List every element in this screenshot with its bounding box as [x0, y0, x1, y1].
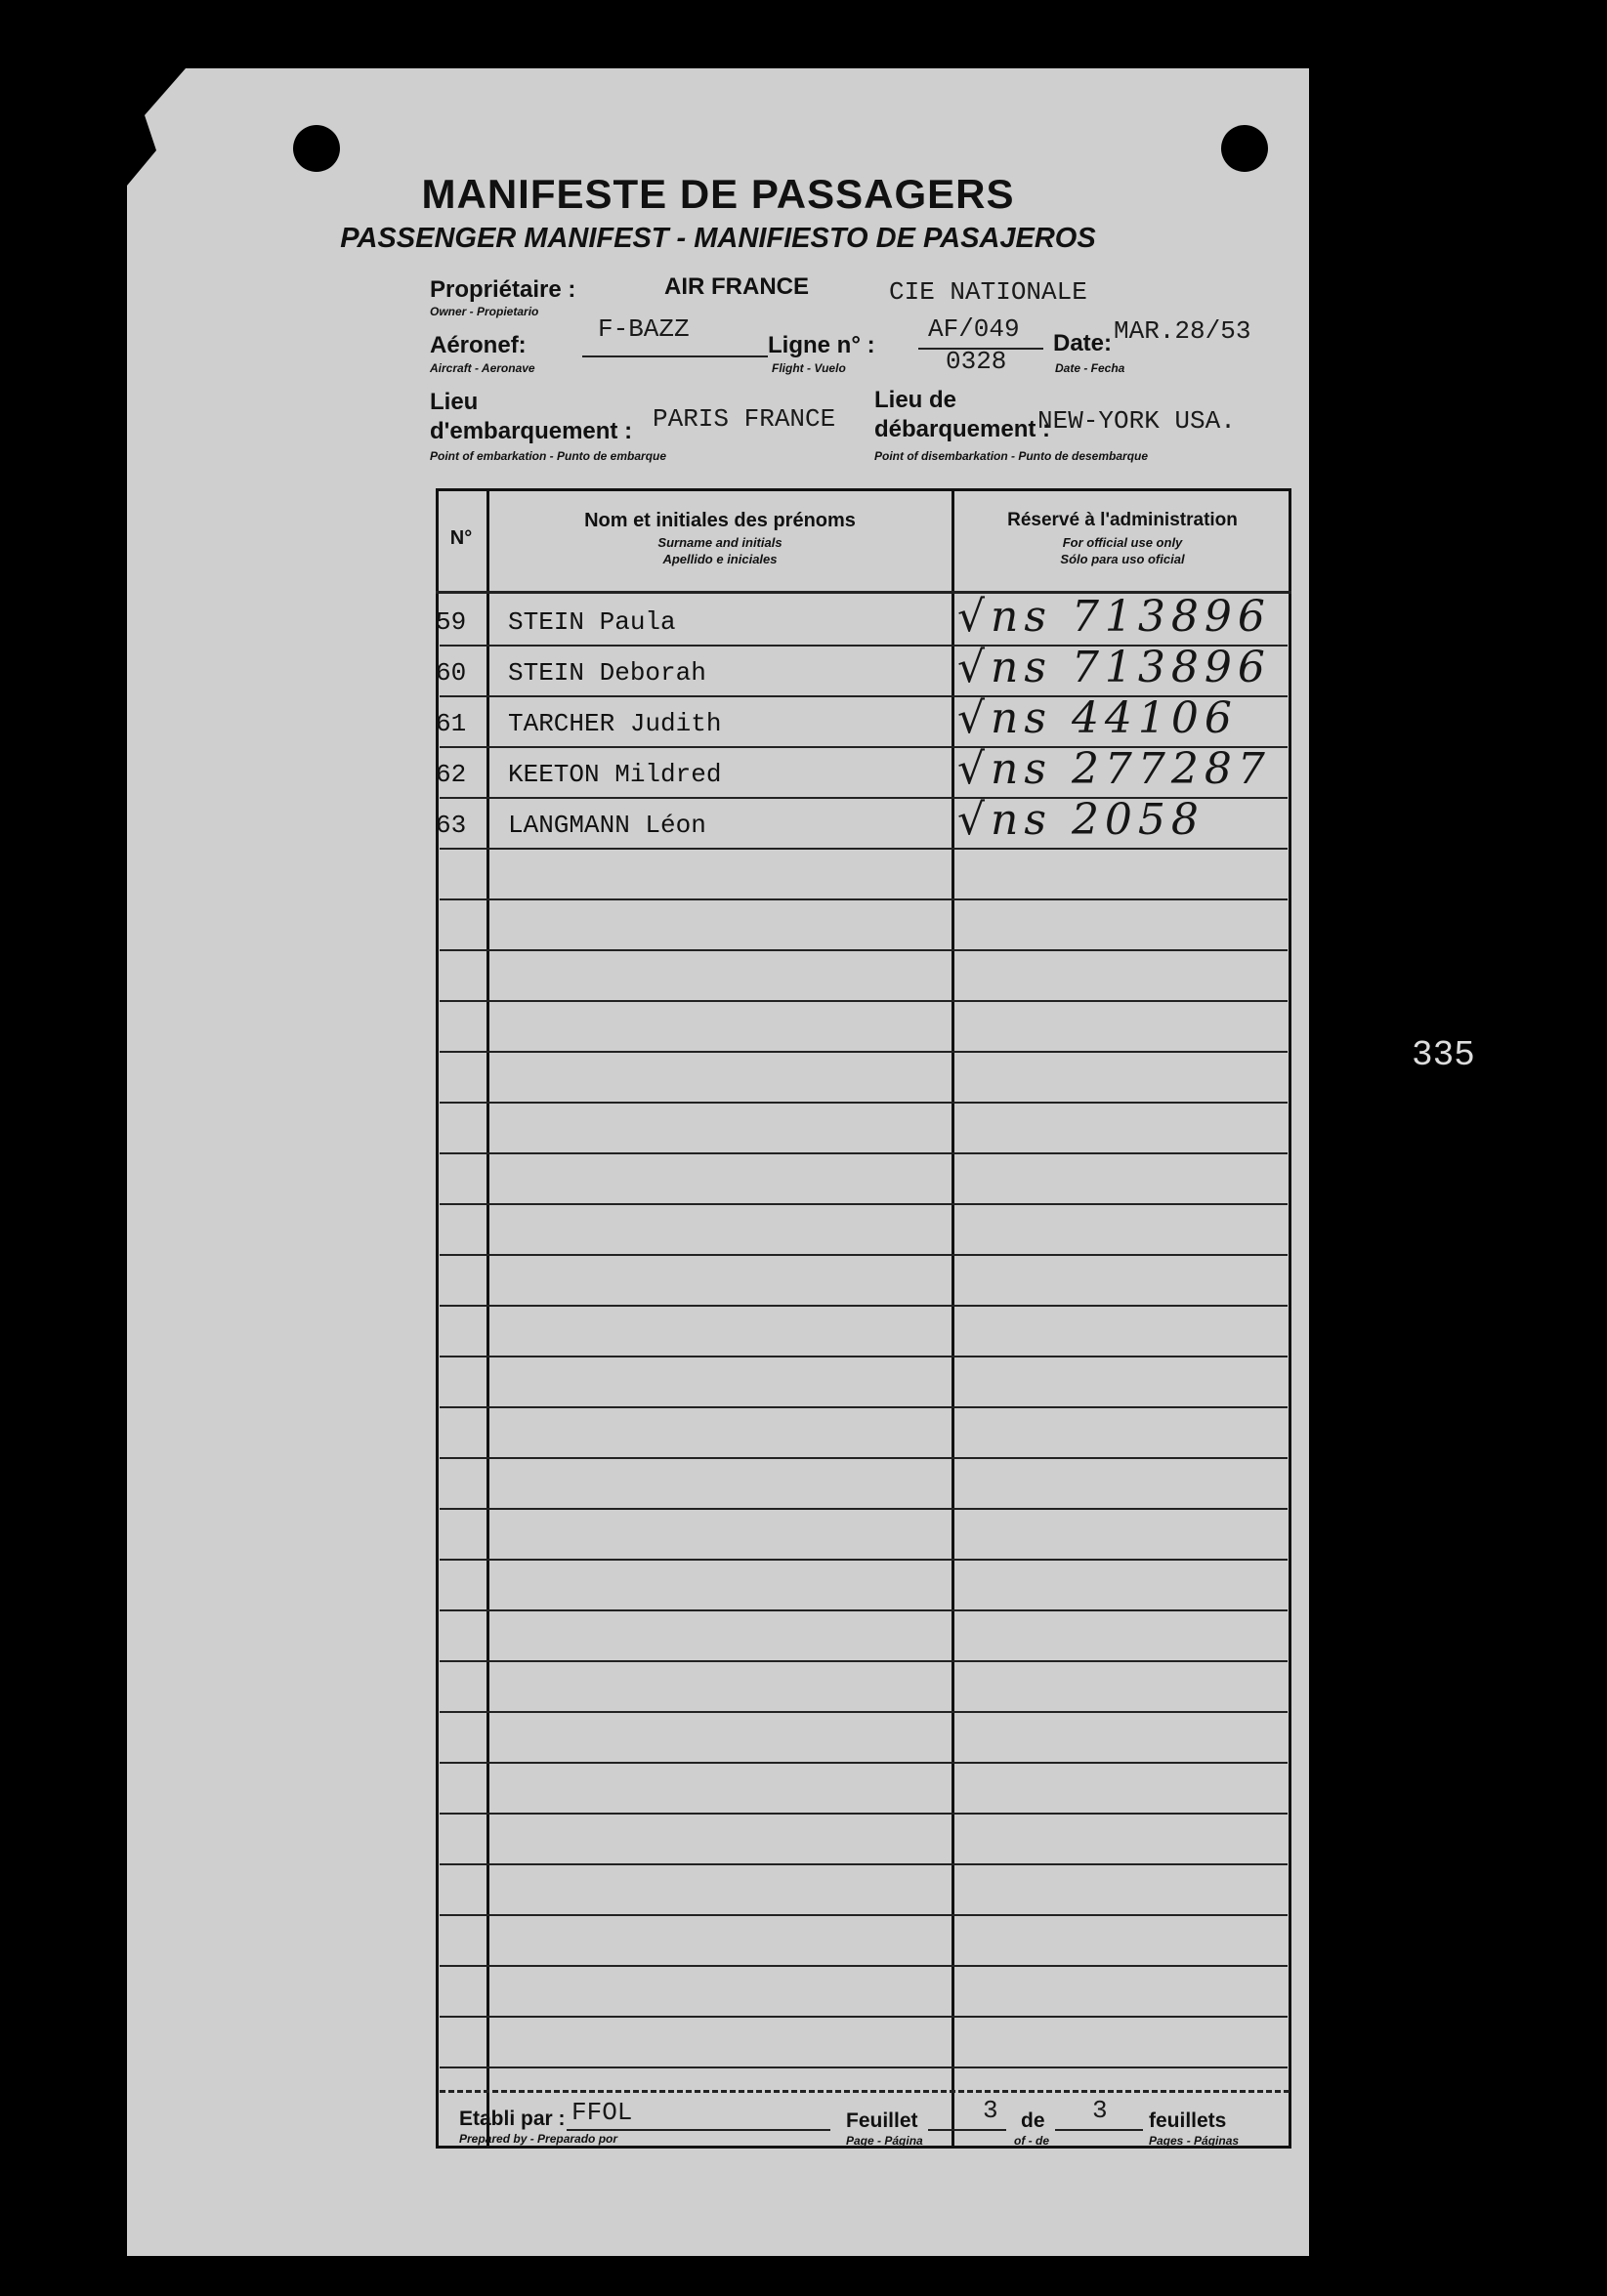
table-row-rule — [440, 1508, 1288, 1510]
manifest-title: MANIFESTE DE PASSAGERS — [421, 171, 1015, 217]
aircraft-sublabel: Aircraft - Aeronave — [430, 361, 535, 375]
flight-value-2: 0328 — [946, 347, 1007, 376]
table-row-rule — [440, 1102, 1288, 1104]
row-name: LANGMANN Léon — [508, 811, 706, 840]
owner-value-2: CIE NATIONALE — [889, 277, 1087, 307]
col-header-name-sub2: Apellido e iniciales — [662, 552, 778, 566]
row-no: 62 — [436, 760, 467, 789]
prepared-by-label: Etabli par : — [459, 2108, 566, 2130]
embarkation-label-2: d'embarquement : — [430, 418, 633, 444]
table-row-rule — [440, 848, 1288, 850]
punch-hole-left — [293, 125, 340, 172]
col-header-admin-sub1: For official use only — [1062, 535, 1183, 550]
row-no: 60 — [436, 658, 467, 688]
of-sublabel: of - de — [1014, 2134, 1049, 2148]
embarkation-label-1: Lieu — [430, 389, 479, 415]
row-no: 63 — [436, 811, 467, 840]
footer-rule — [440, 2090, 1290, 2093]
sheets-label: feuillets — [1149, 2109, 1227, 2132]
row-admin-note: √ns 713896 — [957, 592, 1271, 642]
owner-sublabel: Owner - Propietario — [430, 305, 539, 318]
disembarkation-sublabel: Point of disembarkation - Punto de desembarque — [874, 449, 1149, 463]
flight-sublabel: Flight - Vuelo — [772, 361, 846, 375]
row-name: TARCHER Judith — [508, 709, 722, 738]
aircraft-label: Aéronef: — [430, 332, 527, 358]
table-row-rule — [440, 2016, 1288, 2018]
prepared-by-underline — [567, 2129, 830, 2131]
table-row-rule — [440, 1203, 1288, 1205]
table-row-rule — [440, 1711, 1288, 1713]
row-admin-note: √ns 713896 — [957, 643, 1271, 692]
disembarkation-label-1: Lieu de — [874, 387, 957, 413]
side-page-number: 335 — [1412, 1035, 1475, 1075]
punch-hole-right — [1395, 127, 1442, 174]
row-admin-note: √ns 2058 — [957, 795, 1205, 845]
disembarkation-label-2: débarquement : — [874, 416, 1051, 442]
table-row-rule — [440, 1051, 1288, 1053]
owner-label: Propriétaire : — [430, 276, 576, 303]
total-underline — [1055, 2129, 1143, 2131]
table-row-rule — [440, 2066, 1288, 2068]
row-name: KEETON Mildred — [508, 760, 722, 789]
row-admin-note: √ns 277287 — [957, 744, 1271, 794]
col-header-name: Nom et initiales des prénoms — [584, 510, 856, 531]
table-row-rule — [440, 1559, 1288, 1561]
table-row-rule — [440, 1863, 1288, 1865]
table-row-rule — [440, 898, 1288, 900]
disembarkation-value: NEW-YORK USA. — [1037, 406, 1236, 436]
prepared-by-value: FFOL — [571, 2098, 633, 2127]
punch-hole-center — [1221, 125, 1268, 172]
aircraft-value: F-BAZZ — [598, 314, 690, 344]
date-value: MAR.28/53 — [1114, 316, 1251, 346]
page-sublabel: Page - Página — [846, 2134, 923, 2148]
col-header-admin-sub2: Sólo para uso oficial — [1060, 552, 1185, 566]
page-underline — [928, 2129, 1006, 2131]
row-name: STEIN Paula — [508, 607, 676, 637]
row-admin-note: √ns 44106 — [957, 693, 1238, 743]
aircraft-underline — [582, 355, 768, 357]
prepared-by-sublabel: Prepared by - Preparado por — [459, 2132, 618, 2146]
row-name: STEIN Deborah — [508, 658, 706, 688]
table-row-rule — [440, 695, 1288, 697]
table-row-rule — [440, 1406, 1288, 1408]
table-row-rule — [440, 1152, 1288, 1154]
table-row-rule — [440, 1356, 1288, 1357]
table-row-rule — [440, 949, 1288, 951]
page-label: Feuillet — [846, 2109, 918, 2132]
date-sublabel: Date - Fecha — [1055, 361, 1125, 375]
row-no: 59 — [436, 607, 467, 637]
of-label: de — [1021, 2109, 1045, 2132]
table-row-rule — [440, 1000, 1288, 1002]
manifest-subtitle: PASSENGER MANIFEST - MANIFIESTO DE PASAJEROS — [340, 223, 1096, 254]
table-row-rule — [440, 746, 1288, 748]
date-label: Date: — [1053, 330, 1113, 356]
page-value: 3 — [983, 2096, 998, 2125]
col-divider-2 — [952, 488, 954, 2149]
table-row-rule — [440, 1609, 1288, 1611]
table-row-rule — [440, 1254, 1288, 1256]
embarkation-sublabel: Point of embarkation - Punto de embarque — [430, 449, 667, 463]
flight-label: Ligne n° : — [768, 332, 875, 358]
table-row-rule — [440, 1914, 1288, 1916]
col-header-name-sub1: Surname and initials — [657, 535, 782, 550]
table-row-rule — [440, 1813, 1288, 1815]
table-row-rule — [440, 1762, 1288, 1764]
owner-value: AIR FRANCE — [664, 273, 809, 300]
table-row-rule — [440, 1457, 1288, 1459]
sheets-sublabel: Pages - Páginas — [1149, 2134, 1240, 2148]
col-header-admin: Réservé à l'administration — [1007, 510, 1238, 530]
col-header-no: N° — [449, 527, 473, 549]
col-divider-1 — [486, 488, 489, 2149]
table-row-rule — [440, 645, 1288, 647]
total-value: 3 — [1092, 2096, 1108, 2125]
flight-value: AF/049 — [928, 314, 1020, 344]
table-row-rule — [440, 1305, 1288, 1307]
table-row-rule — [440, 797, 1288, 799]
row-no: 61 — [436, 709, 467, 738]
table-row-rule — [440, 1965, 1288, 1967]
embarkation-value: PARIS FRANCE — [653, 404, 836, 434]
table-row-rule — [440, 1660, 1288, 1662]
